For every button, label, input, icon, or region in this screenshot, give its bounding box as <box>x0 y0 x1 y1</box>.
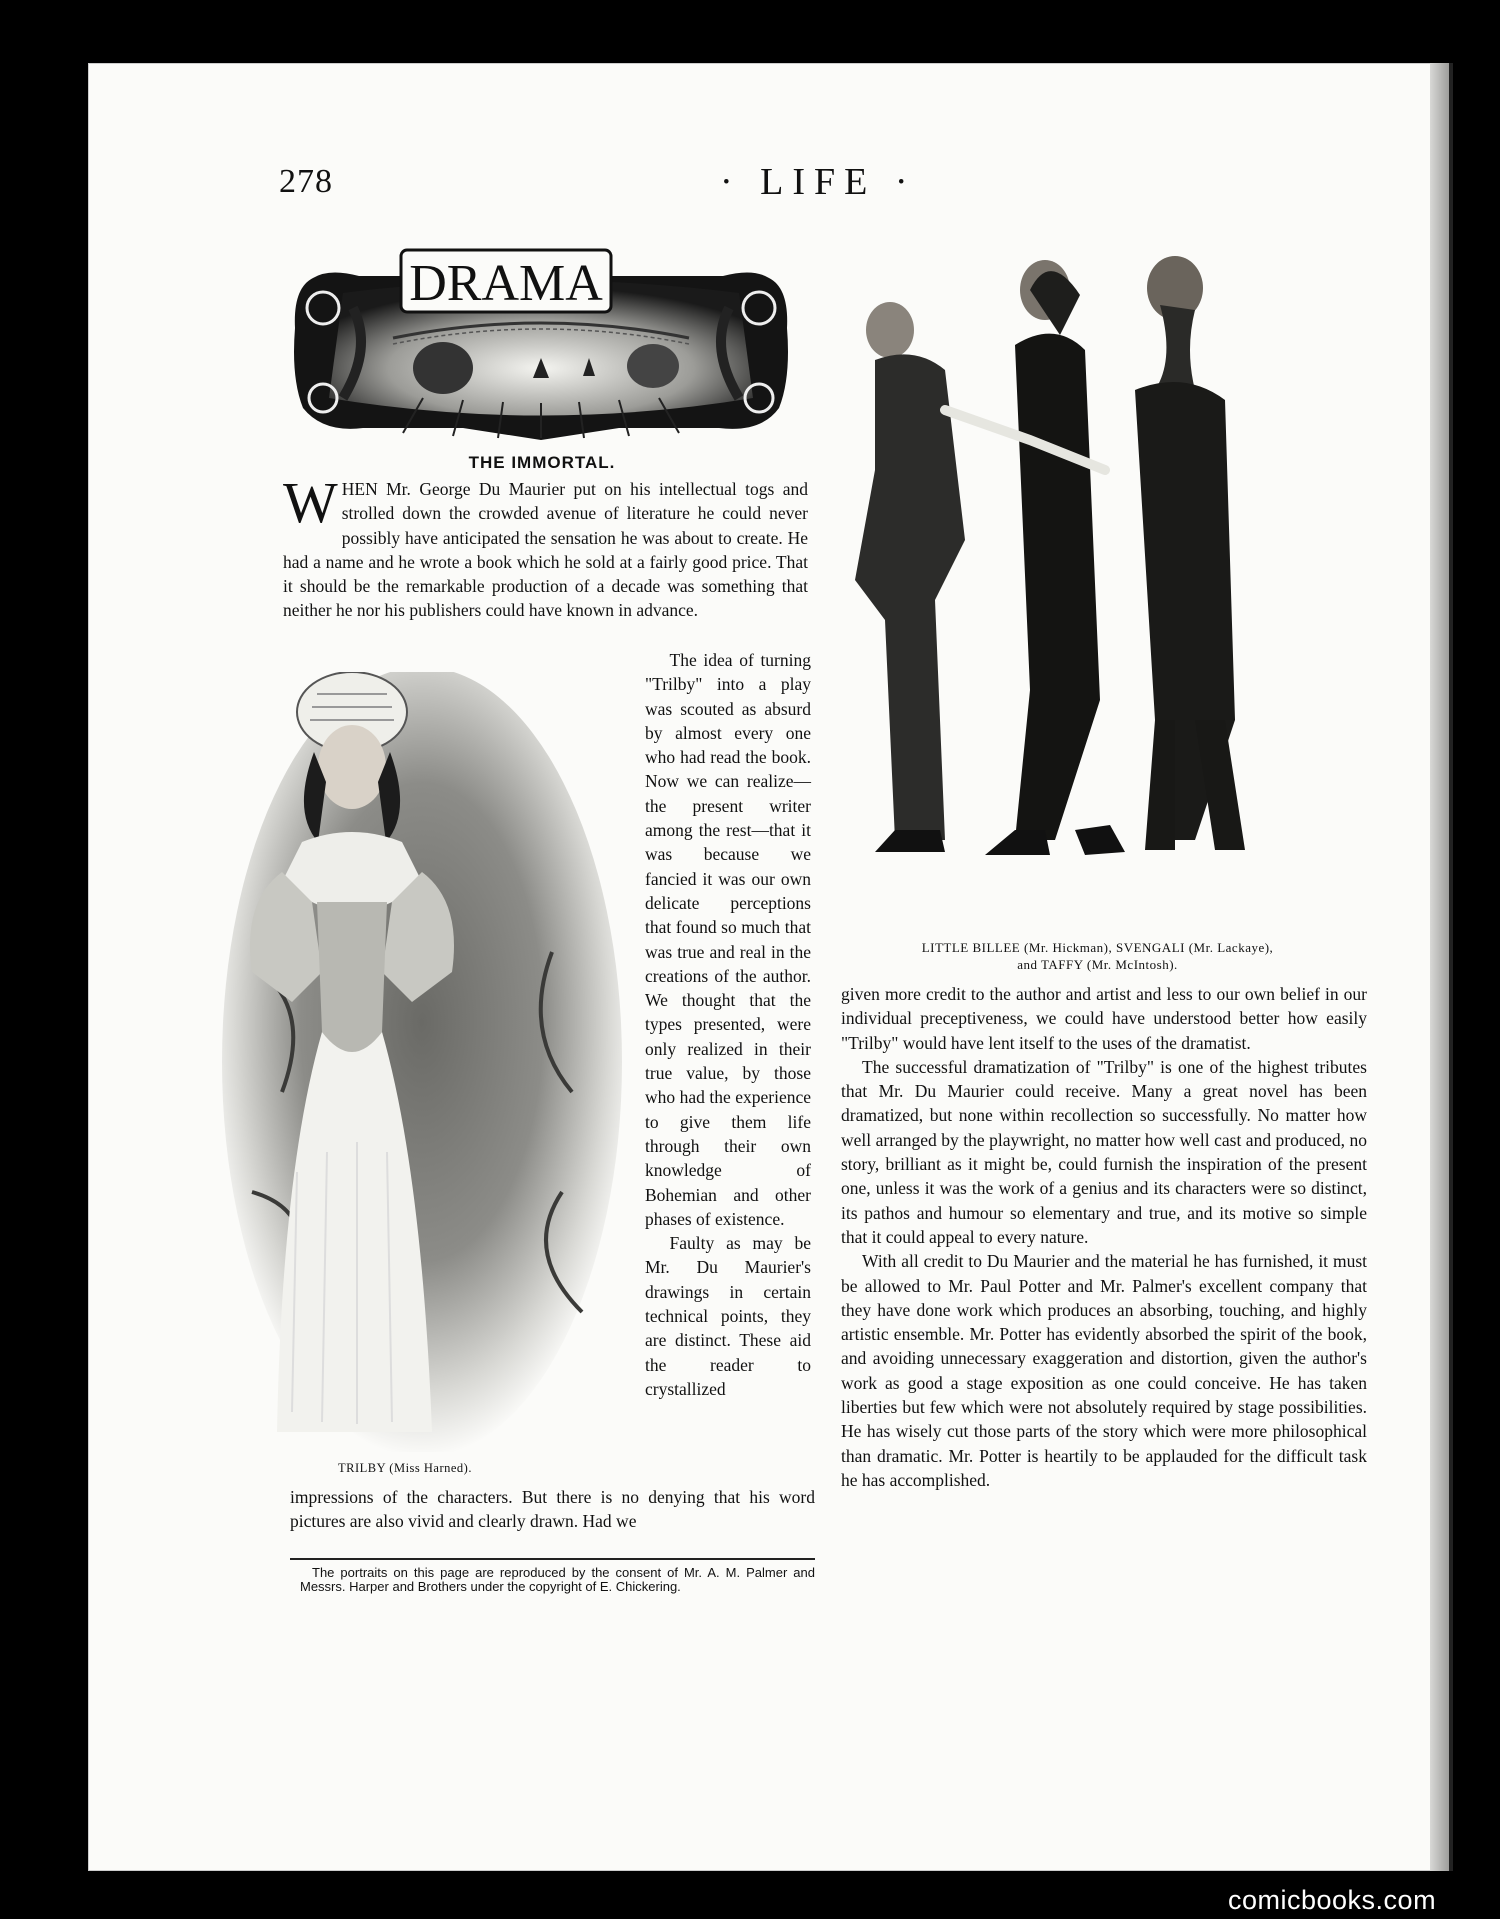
spine-line <box>1449 63 1453 1871</box>
trio-caption-line-1: LITTLE BILLEE (Mr. Hickman), SVENGALI (Mr. Lackaye), <box>921 940 1274 955</box>
lead-paragraph <box>283 470 808 623</box>
page-number: 278 <box>279 163 333 200</box>
narrow-paragraph-2: Faulty as may be Mr. Du Maurier's drawings in certain technical points, they are distinct. These aid the reader to crystallized <box>645 1233 811 1399</box>
trilby-photo <box>222 672 622 1452</box>
drama-banner <box>283 248 799 440</box>
trio-caption-line-2: and TAFFY (Mr. McIntosh). <box>1017 957 1178 972</box>
trilby-caption: TRILBY (Miss Harned). <box>338 1461 472 1475</box>
banner-title: DRAMA <box>409 255 603 312</box>
bottom-left-text: impressions of the characters. But there is no denying that his word pictures are also vivid and clearly drawn. Had we <box>290 1487 815 1532</box>
lead-text: HEN Mr. George Du Maurier put on his intellectual togs and strolled down the crowded avenue of literature he could never possibly have anticipated the sensation he was about to create. He had a name and he wrote a book which he sold at a fairly good price. That it should be the remarkable production of a decade was something that neither he nor his publishers could have known in advance. <box>283 479 808 621</box>
footnote-rule <box>290 1558 815 1560</box>
article-headline: THE IMMORTAL. <box>468 453 616 472</box>
watermark: comicbooks.com <box>1228 1885 1437 1915</box>
right-paragraph-3: With all credit to Du Maurier and the material he has furnished, it must be allowed to Mr. Paul Potter and Mr. Palmer's excellent company that they have done work which produces an absorbing, touching, and highly artistic ensemble. Mr. Potter has evidently absorbed the spirit of the book, and avoiding unnecessary exaggeration and distortion, given the author's work as good a stage exposition as one could conceive. He has taken liberties but few which were not absolutely required by stage possibilities. He has wisely cut those parts of the story which were more philosophical than dramatic. Mr. Potter is heartily to be applauded for the difficult task he has accomplished. <box>841 1251 1367 1490</box>
right-paragraph-1: given more credit to the author and artist and less to our own belief in our individual preceptiveness, we could have understood better how easily "Trilby" would have lent itself to the uses of the dramatist. <box>841 984 1367 1053</box>
narrow-column <box>645 648 811 1401</box>
right-column <box>841 982 1367 1492</box>
trio-photograph <box>855 240 1342 890</box>
footnote: The portraits on this page are reproduced by the consent of Mr. A. M. Palmer and Messrs. Harper and Brothers under the copyright of E. Chickering. <box>300 1565 815 1594</box>
trio-caption <box>845 939 1350 973</box>
right-paragraph-2: The successful dramatization of "Trilby" is one of the highest tributes that Mr. Du Maurier could receive. Many a great novel has been dramatized, but none within recollection so successfully. No matter how well arranged by the playwright, no matter how well cast and produced, no story, brilliant as it might be, could furnish the inspiration of the present one, unless it was the work of a genius and its characters were so distinct, its pathos and humour so elementary and true, and its motive so simple that it could appeal to every nature. <box>841 1056 1367 1247</box>
narrow-paragraph-1: The idea of turning "Trilby" into a play was scouted as absurd by almost every one who had read the book. Now we can realize—the present writer among the rest—that it was because we fancied it was our own delicate perceptions that found so much that was true and real in the creations of the author. We thought that the types presented, were only realized in their true value, by those who had the experience to give them life through their own knowledge of Bohemian and other phases of existence. <box>645 650 811 1229</box>
masthead-title: · LIFE · <box>720 161 917 203</box>
drama-banner-illustration <box>283 248 799 440</box>
page-edge <box>1430 63 1450 1871</box>
trilby-portrait <box>222 672 622 1452</box>
trio-photo <box>855 240 1342 890</box>
drop-cap: W <box>283 470 338 535</box>
